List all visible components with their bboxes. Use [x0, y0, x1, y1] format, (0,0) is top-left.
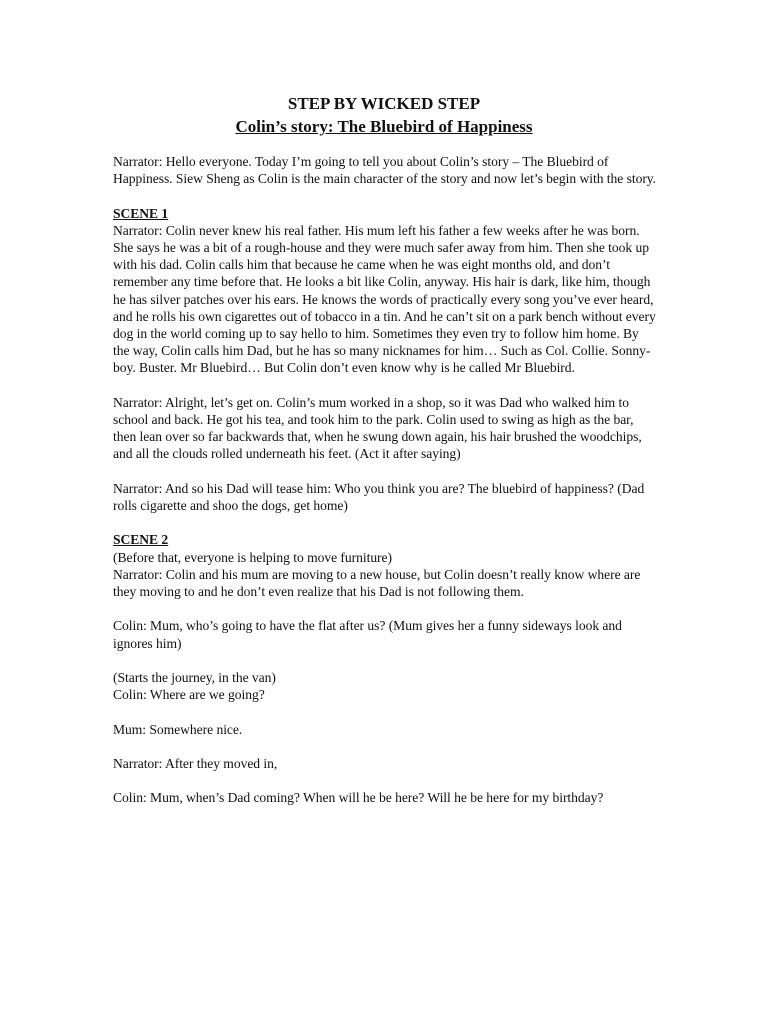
- scene-1-section: [113, 205, 658, 515]
- scene-1-paragraph-2: Narrator: Alright, let’s get on. Colin’s mum worked in a shop, so it was Dad who walked him to school and back. He got his tea, and took him to the park. Colin used to swing as high as the bar, then lean over so far backwards that, when he swung down again, his hair brushed the woodchips, and all the clouds rolled underneath his feet. (Act it after saying): [113, 394, 642, 462]
- scene-2-stage-direction: (Before that, everyone is helping to move furniture): [113, 549, 392, 565]
- scene-1-paragraph-1: Narrator: Colin never knew his real father. His mum left his father a few weeks after he was born. She says he was a bit of a rough-house and they were much safer away from him. Then she took up with his dad. Colin calls him that because he came when he was eight months old, and don’t remember any time before that. He looks a bit like Colin, anyway. His hair is dark, like him, though he has silver patches over his ears. He knows the words of practically every song you’ve ever heard, and he rolls his own cigarettes out of tobacco in a tin. And he can’t sit on a park bench without every dog in the world coming up to say hello to him. Sometimes they even try to follow him home. By the way, Colin calls him Dad, but he has so many nicknames for him… Such as Col. Collie. Sonny-boy. Buster. Mr Bluebird… But Colin don’t even know why is he called Mr Bluebird.: [113, 222, 656, 376]
- scene-2-mum-line: Mum: Somewhere nice.: [113, 721, 243, 737]
- scene-1-paragraph-3: Narrator: And so his Dad will tease him: Who you think you are? The bluebird of happiness? (Dad rolls cigarette and shoo the dogs, get home): [113, 480, 645, 514]
- scene-2-narrator-line: Narrator: After they moved in,: [113, 755, 278, 771]
- document-subtitle: Colin’s story: The Bluebird of Happiness: [235, 117, 533, 136]
- scene-1-heading: SCENE 1: [113, 205, 169, 221]
- scene-2-colin-line-1: Colin: Where are we going?: [113, 687, 265, 703]
- scene-2-section: [113, 531, 658, 806]
- document-body: [113, 153, 658, 824]
- document-title: STEP BY WICKED STEP: [287, 94, 481, 113]
- scene-2-paragraph-2: Colin: Mum, who’s going to have the flat after us? (Mum gives her a funny sideways look and ignores him): [113, 618, 622, 651]
- scene-2-journey-direction: (Starts the journey, in the van): [113, 670, 276, 685]
- scene-2-paragraph-1: Narrator: Colin and his mum are moving to a new house, but Colin doesn’t really know where are they moving to and he don’t even realize that his Dad is not following them.: [113, 566, 641, 600]
- intro-paragraph: Narrator: Hello everyone. Today I’m going to tell you about Colin’s story – The Bluebird of Happiness. Siew Sheng as Colin is the main character of the story and now let’s begin with the story.: [113, 154, 657, 187]
- scene-2-heading: SCENE 2: [113, 532, 169, 548]
- scene-2-colin-line-2: Colin: Mum, when’s Dad coming? When will he be here? Will he be here for my birthday?: [113, 790, 604, 806]
